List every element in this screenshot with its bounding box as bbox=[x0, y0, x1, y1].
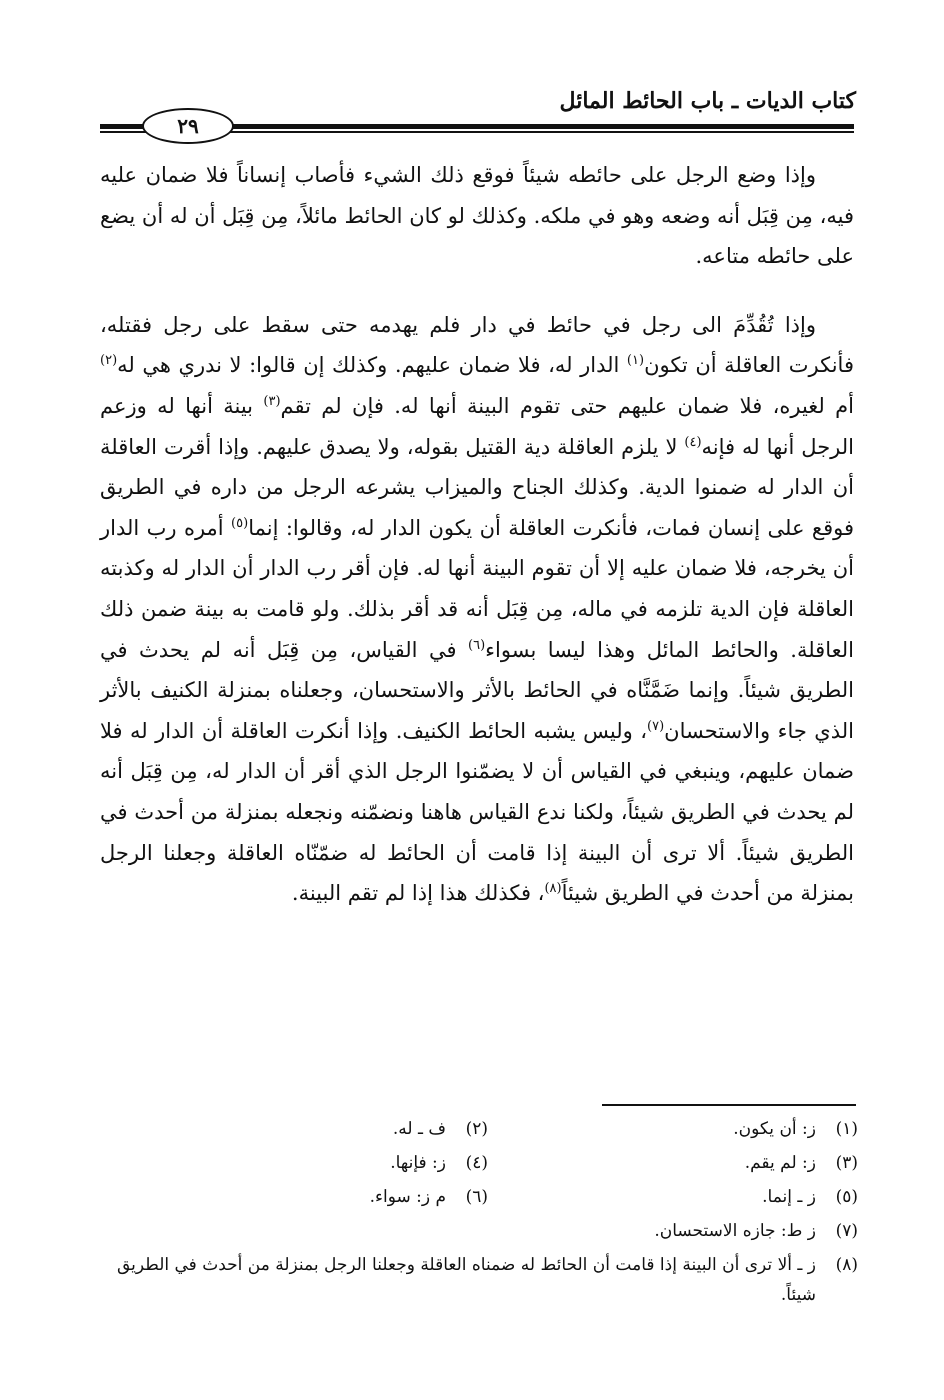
footnote bbox=[118, 1180, 488, 1214]
text-run: أمره رب الدار أن يخرجه، فلا ضمان عليه إلا أن تقوم البينة أنها له. فإن أقر رب الدار أن الدار له وكذبته العاقلة فإن الدية تلزمه في ماله، مِن قِبَل أنه قد أقر بذلك. ولو قامت به بينة ضمن ذلك العاقلة. والحائط المائل وهذا ليسا بسواء bbox=[100, 515, 854, 662]
footnote-reference: (٤) bbox=[684, 434, 702, 450]
footnote-reference: (٧) bbox=[647, 718, 665, 734]
footnote-row bbox=[100, 1180, 858, 1214]
footnote bbox=[100, 1248, 858, 1310]
footnote-text: ف ـ له. bbox=[392, 1119, 446, 1139]
footnote-text: ز: لم يقم. bbox=[744, 1153, 816, 1173]
paragraph bbox=[100, 305, 854, 914]
footnote-text: ز: فإنها. bbox=[390, 1153, 446, 1173]
footnote-reference: (٢) bbox=[100, 353, 118, 369]
footnote-text: ز ط: جازه الاستحسان. bbox=[654, 1221, 816, 1241]
text-run: ، وليس يشبه الحائط الكنيف. وإذا أنكرت العاقلة أن الدار له فلا ضمان عليهم، وينبغي في القياس أن لا يضمّنوا الرجل الذي أقر أن الدار له، مِن قِبَل أنه لم يحدث في الطريق شيئاً، ولكنا ندع القياس هاهنا ونضمّنه ونجعله بمنزلة من أحدث في الطريق شيئاً. ألا ترى أن البينة إذا قامت أن الحائط له ضمّنّاه العاقلة وجعلنا الرجل بمنزلة من أحدث في الطريق شيئاً bbox=[100, 718, 854, 906]
footnote-number: (٨) bbox=[835, 1255, 858, 1275]
footnote bbox=[118, 1146, 488, 1180]
footnote bbox=[100, 1214, 858, 1248]
paragraph bbox=[100, 155, 854, 277]
footnote bbox=[488, 1180, 858, 1214]
footnote-number: (٤) bbox=[465, 1153, 488, 1173]
footnote-number: (٧) bbox=[835, 1221, 858, 1241]
footnote-text: ز: أن يكون. bbox=[733, 1119, 816, 1139]
footnote bbox=[118, 1112, 488, 1146]
footnote-row bbox=[100, 1146, 858, 1180]
text-run: في القياس، مِن قِبَل أنه لم يحدث في الطريق شيئاً. وإنما ضَمَّنَّاه في الحائط بالأثر والاستحسان، وجعلناه بمنزلة الكنيف بالأثر الذي جاء والاستحسان bbox=[100, 637, 854, 743]
footnote-number: (٢) bbox=[465, 1119, 488, 1139]
running-title: كتاب الديات ـ باب الحائط المائل bbox=[559, 88, 856, 114]
text-run: الدار له، فلا ضمان عليهم. وكذلك إن قالوا: لا ندري هي له bbox=[117, 353, 627, 378]
footnote-number: (١) bbox=[835, 1119, 858, 1139]
footnote-number: (٣) bbox=[835, 1153, 858, 1173]
footnote-text: ز ـ ألا ترى أن البينة إذا قامت أن الحائط له ضمناه العاقلة وجعلنا الرجل بمنزلة من أحدث في الطريق شيئاً. bbox=[116, 1255, 816, 1305]
text-run: وإذا وضع الرجل على حائطه شيئاً فوقع ذلك الشيء فأصاب إنساناً فلا ضمان عليه فيه، مِن قِبَل أنه وضعه وهو في ملكه. وكذلك لو كان الحائط مائلاً، مِن قِبَل أن له أن يضع على حائطه متاعه. bbox=[100, 163, 854, 269]
footnote-number: (٥) bbox=[835, 1187, 858, 1207]
footnote-number: (٦) bbox=[465, 1187, 488, 1207]
text-run: وإذا تُقُدِّمَ الى رجل في حائط في دار فلم يهدمه حتى سقط على رجل فقتله، فأنكرت العاقلة أن تكون bbox=[100, 312, 854, 378]
footnote-text: ز ـ إنما. bbox=[762, 1187, 816, 1207]
text-run: ، فكذلك هذا إذا لم تقم البينة. bbox=[291, 881, 545, 906]
page-number: ٢٩ bbox=[142, 108, 234, 144]
text-run: لا يلزم العاقلة دية القتيل بقوله، ولا يصدق عليهم. وإذا أقرت العاقلة أن الدار له ضمنوا الدية. وكذلك الجناح والميزاب يشرعه الرجل من داره في الطريق فوقع على إنسان فمات، فأنكرت العاقلة أن يكون الدار له، وقالوا: إنما bbox=[100, 434, 854, 540]
footnote-text: م ز: سواء. bbox=[369, 1187, 446, 1207]
main-text bbox=[100, 155, 854, 914]
footnotes bbox=[100, 1112, 858, 1310]
footnote bbox=[488, 1146, 858, 1180]
text-run: بينة أنها له وزعم الرجل أنها له فإنه bbox=[100, 393, 855, 459]
footnote bbox=[488, 1112, 858, 1146]
footnote-row bbox=[100, 1112, 858, 1146]
footnote-reference: (٣) bbox=[263, 393, 281, 409]
footnote-reference: (٦) bbox=[468, 637, 486, 653]
footnote-reference: (١) bbox=[626, 353, 645, 369]
text-run: أم لغيره، فلا ضمان عليهم حتى تقوم البينة أنها له. فإن لم تقم bbox=[280, 393, 854, 418]
footnote-reference: (٥) bbox=[231, 515, 249, 531]
footnote-separator bbox=[602, 1104, 856, 1106]
footnote-reference: (٨) bbox=[544, 881, 562, 897]
